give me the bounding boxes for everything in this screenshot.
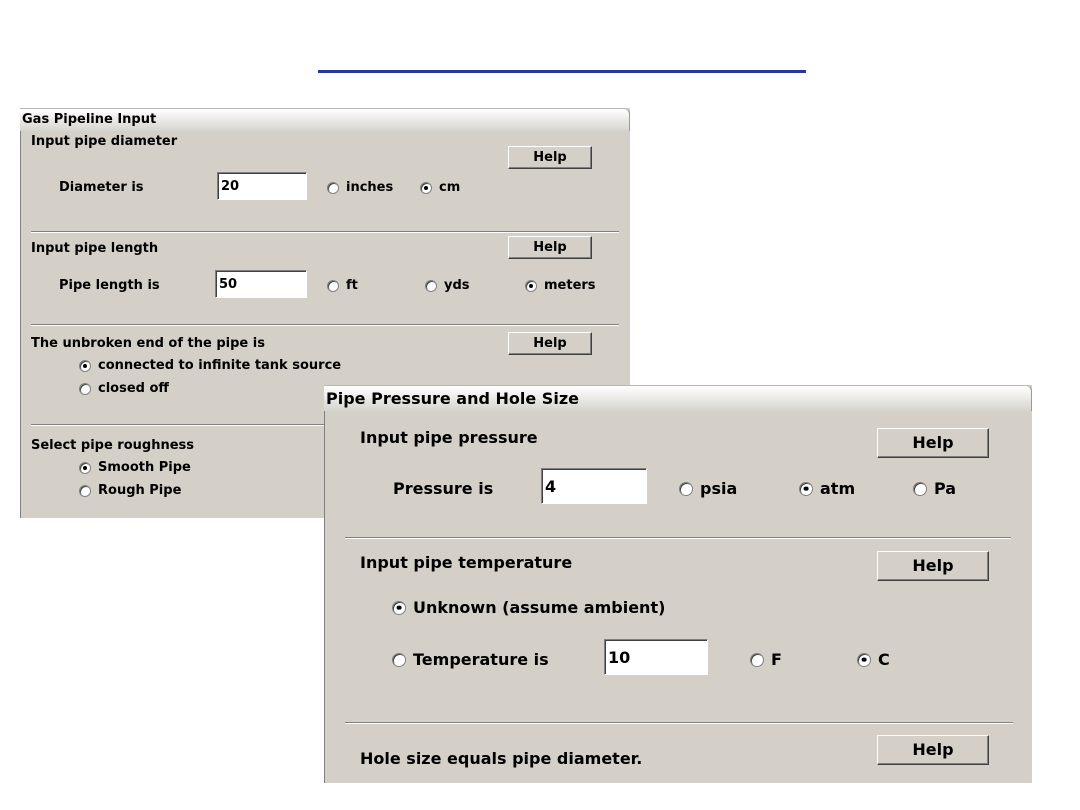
roughness-option-rough[interactable] — [79, 483, 181, 498]
section-divider — [31, 231, 619, 233]
radio-label: inches — [346, 180, 394, 195]
window-title: Gas Pipeline Input — [20, 108, 630, 131]
radio-button-icon — [392, 653, 406, 667]
diameter-unit-inches[interactable] — [327, 180, 393, 195]
pressure-input[interactable] — [541, 468, 647, 504]
roughness-heading: Select pipe roughness — [31, 438, 195, 453]
temperature-heading: Input pipe temperature — [360, 553, 573, 572]
pipe-end-heading: The unbroken end of the pipe is — [31, 336, 265, 351]
temperature-unit-c[interactable] — [857, 650, 890, 669]
length-unit-yds[interactable] — [425, 278, 470, 293]
length-unit-ft[interactable] — [327, 278, 358, 293]
pipe-end-option-infinite-tank[interactable] — [79, 358, 341, 373]
hole-size-help-button[interactable]: Help — [877, 735, 989, 765]
radio-button-icon — [679, 482, 693, 496]
temperature-help-button[interactable]: Help — [877, 551, 989, 581]
pipe-end-option-closed-off[interactable] — [79, 381, 169, 396]
pressure-heading: Input pipe pressure — [360, 428, 538, 447]
pressure-help-button[interactable]: Help — [877, 428, 989, 458]
hole-size-text: Hole size equals pipe diameter. — [360, 749, 643, 768]
radio-button-icon — [79, 485, 91, 497]
diameter-unit-cm[interactable] — [420, 180, 460, 195]
pressure-unit-psia[interactable] — [679, 479, 737, 498]
radio-button-selected-icon — [79, 462, 91, 474]
pressure-unit-atm[interactable] — [799, 479, 855, 498]
radio-label: meters — [544, 278, 596, 293]
radio-label: connected to infinite tank source — [98, 358, 342, 373]
radio-button-icon — [327, 182, 339, 194]
temperature-input[interactable] — [604, 639, 708, 675]
radio-button-selected-icon — [857, 653, 871, 667]
radio-button-icon — [750, 653, 764, 667]
temperature-option-specified[interactable] — [392, 650, 549, 669]
radio-label: atm — [820, 479, 856, 498]
diameter-input[interactable] — [217, 172, 307, 200]
pipe-pressure-hole-size-window — [324, 385, 1032, 783]
window-body — [324, 411, 1032, 783]
temperature-unit-f[interactable] — [750, 650, 782, 669]
diameter-field-label: Diameter is — [59, 180, 144, 195]
radio-button-selected-icon — [392, 601, 406, 615]
radio-label: Unknown (assume ambient) — [413, 598, 666, 617]
section-divider — [345, 722, 1013, 724]
radio-label: Temperature is — [413, 650, 549, 669]
radio-button-icon — [425, 280, 437, 292]
radio-label: Rough Pipe — [98, 483, 182, 498]
pressure-field-label: Pressure is — [393, 479, 494, 498]
pressure-unit-pa[interactable] — [913, 479, 956, 498]
section-divider — [31, 324, 619, 326]
radio-label: Pa — [934, 479, 957, 498]
radio-button-icon — [913, 482, 927, 496]
radio-button-icon — [327, 280, 339, 292]
temperature-option-unknown[interactable] — [392, 598, 665, 617]
length-unit-meters[interactable] — [525, 278, 596, 293]
radio-button-selected-icon — [420, 182, 432, 194]
length-input[interactable] — [215, 270, 307, 298]
radio-button-selected-icon — [799, 482, 813, 496]
diameter-heading: Input pipe diameter — [31, 134, 178, 149]
length-field-label: Pipe length is — [59, 278, 160, 293]
section-divider — [345, 537, 1011, 539]
radio-label: psia — [700, 479, 738, 498]
pipe-end-help-button[interactable]: Help — [508, 332, 592, 355]
roughness-option-smooth[interactable] — [79, 460, 191, 475]
radio-label: cm — [439, 180, 461, 195]
radio-button-selected-icon — [525, 280, 537, 292]
radio-button-selected-icon — [79, 360, 91, 372]
length-help-button[interactable]: Help — [508, 236, 592, 259]
radio-button-icon — [79, 383, 91, 395]
length-heading: Input pipe length — [31, 241, 159, 256]
radio-label: closed off — [98, 381, 169, 396]
header-divider-line — [318, 70, 806, 73]
radio-label: F — [771, 650, 782, 669]
radio-label: C — [878, 650, 890, 669]
radio-label: Smooth Pipe — [98, 460, 191, 475]
radio-label: ft — [346, 278, 358, 293]
radio-label: yds — [444, 278, 470, 293]
window-title: Pipe Pressure and Hole Size — [324, 385, 1032, 411]
diameter-help-button[interactable]: Help — [508, 146, 592, 169]
